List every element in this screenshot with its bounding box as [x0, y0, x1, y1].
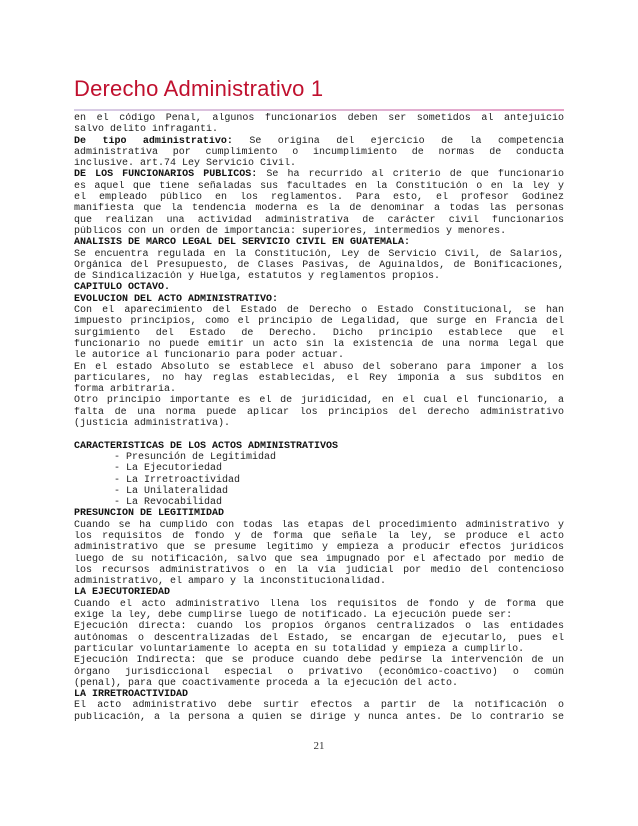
section-heading: ANALISIS DE MARCO LEGAL DEL SERVICIO CIVIL EN GUATEMALA:	[74, 237, 411, 249]
text-line: falta de una norma puede aplicar los principios del derecho administrativo	[74, 406, 564, 418]
text-line: le autorice al funcionario para poder actuar.	[74, 350, 345, 362]
text-line: (penal), para que coactivamente proceda a la ejecución del acto.	[74, 677, 459, 689]
section-heading: EVOLUCION DEL ACTO ADMINISTRATIVO:	[74, 293, 279, 305]
text-line: forma arbitraria.	[74, 384, 177, 396]
text-line: inclusive. art.74 Ley Servicio Civil.	[74, 158, 297, 170]
text-line: administrativo, el amparo y la inconstitucionalidad.	[74, 576, 387, 588]
text-line: administrativo que se presume legítimo y empieza a producir efectos jurídicos	[74, 542, 564, 554]
section-heading: LA EJECUTORIEDAD	[74, 587, 171, 599]
section-heading: CAPITULO OCTAVO.	[74, 282, 171, 294]
title-underline	[74, 109, 564, 111]
text-line: Se encuentra regulada en la Constitución, Ley de Servicio Civil, de Salarios,	[74, 248, 564, 260]
list-item: - La Revocabilidad	[114, 497, 223, 509]
text-line: luego de su notificación, salvo que sea impugnado por el afectado por medio de	[74, 553, 564, 565]
blank-line	[74, 429, 564, 440]
list-item: - La Ejecutoriedad	[114, 463, 223, 475]
text-line: autónomas o descentralizadas del Estado, se encargan de ejecutarlo, pues el	[74, 632, 564, 644]
text-line: Ejecución directa: cuando los propios órganos centralizados o las entidades	[74, 621, 564, 633]
text-line: exige la ley, debe cumplirse luego de notificado. La ejecución puede ser:	[74, 610, 513, 622]
text-line: El acto administrativo debe surtir efectos a partir de la notificación o	[74, 700, 564, 712]
text-line: (justicia administrativa).	[74, 418, 231, 430]
page-number: 21	[313, 740, 325, 752]
text-line: Cuando el acto administrativo llena los requisitos de fondo y de forma que	[74, 598, 564, 610]
text-line: de Sindicalización y Huelga, estatutos y reglamentos propios.	[74, 271, 441, 283]
section-heading: LA IRRETROACTIVIDAD	[74, 689, 189, 701]
text-line: funcionario no puede emitir un acto sin la existencia de una norma legal que	[74, 338, 564, 350]
text-line: órgano jurisdiccional especial o privativo (económico-coactivo) o común	[74, 666, 564, 678]
text-line: administrativa por cumplimiento o incumplimiento de normas de conducta	[74, 146, 564, 158]
text-line: Con el aparecimiento del Estado de Derecho o Estado Constitucional, se han	[74, 305, 564, 317]
section-heading: CARACTERISTICAS DE LOS ACTOS ADMINISTRATIVOS	[74, 440, 339, 452]
text-line: los recursos administrativos o en la vía judicial por medio del contencioso	[74, 564, 564, 576]
text-line: Otro principio importante es el de juridicidad, en el cual el funcionario, a	[74, 395, 564, 407]
list-item: - Presunción de Legitimidad	[114, 451, 277, 463]
text-line: impuesto principios, como el principio de Legalidad, que surge en Francia del	[74, 316, 564, 328]
text-line: los requisitos de fondo y de forma que señale la ley, se produce el acto	[74, 530, 564, 542]
text-line: Ejecución Indirecta: que se produce cuando debe pedirse la intervención de un	[74, 655, 564, 667]
text-line: manifiesta que la tendencia moderna es la de denominar a todas las personas	[74, 203, 564, 215]
text-line: En el estado Absoluto se establece el abuso del soberano para imponer a los	[74, 361, 564, 373]
text-line: De tipo administrativo: Se origina del ejercicio de la competencia	[74, 135, 564, 147]
text-line: particular voluntariamente lo acepta en su totalidad y empieza a cumplirlo.	[74, 643, 525, 655]
bold-lead: DE LOS FUNCIONARIOS PUBLICOS:	[74, 169, 258, 181]
text-line: DE LOS FUNCIONARIOS PUBLICOS: Se ha recurrido al criterio de que funcionario	[74, 169, 564, 181]
text-line: particulares, no hay reglas establecidas, el Rey imponía a sus subditos en	[74, 372, 564, 384]
text-line: publicación, a la persona a quien se dirige y nunca antes. De lo contrario se	[74, 711, 564, 723]
text-line: públicos con un orden de importancia: superiores, intermedios y menores.	[74, 225, 507, 237]
text-line: es aquel que tiene señaladas sus facultades en la Constitución o en la ley y	[74, 180, 564, 192]
text-line: que realizan una actividad administrativa de carácter civil funcionarios	[74, 214, 564, 226]
text-line: el empleado público en los reglamentos. Para esto, el profesor Godinez	[74, 192, 564, 204]
list-item: - La Irretroactividad	[114, 474, 241, 486]
section-heading: PRESUNCION DE LEGITIMIDAD	[74, 508, 225, 520]
text-line: en el código Penal, algunos funcionarios deben ser sometidos al antejuicio	[74, 113, 564, 124]
document-title: Derecho Administrativo 1	[74, 76, 324, 101]
text-line: Orgánica del Presupuesto, de Clases Pasivas, de Aguinaldos, de Bonificaciones,	[74, 259, 564, 271]
document-body	[74, 113, 564, 723]
bold-lead: De tipo administrativo:	[74, 135, 233, 147]
text-line: surgimiento del Estado de Derecho. Dicho principio establece que el	[74, 327, 564, 339]
text-line: Cuando se ha cumplido con todas las etapas del procedimiento administrativo y	[74, 519, 564, 531]
list-item: - La Unilateralidad	[114, 485, 229, 497]
text-line: salvo delito infraganti.	[74, 124, 219, 136]
